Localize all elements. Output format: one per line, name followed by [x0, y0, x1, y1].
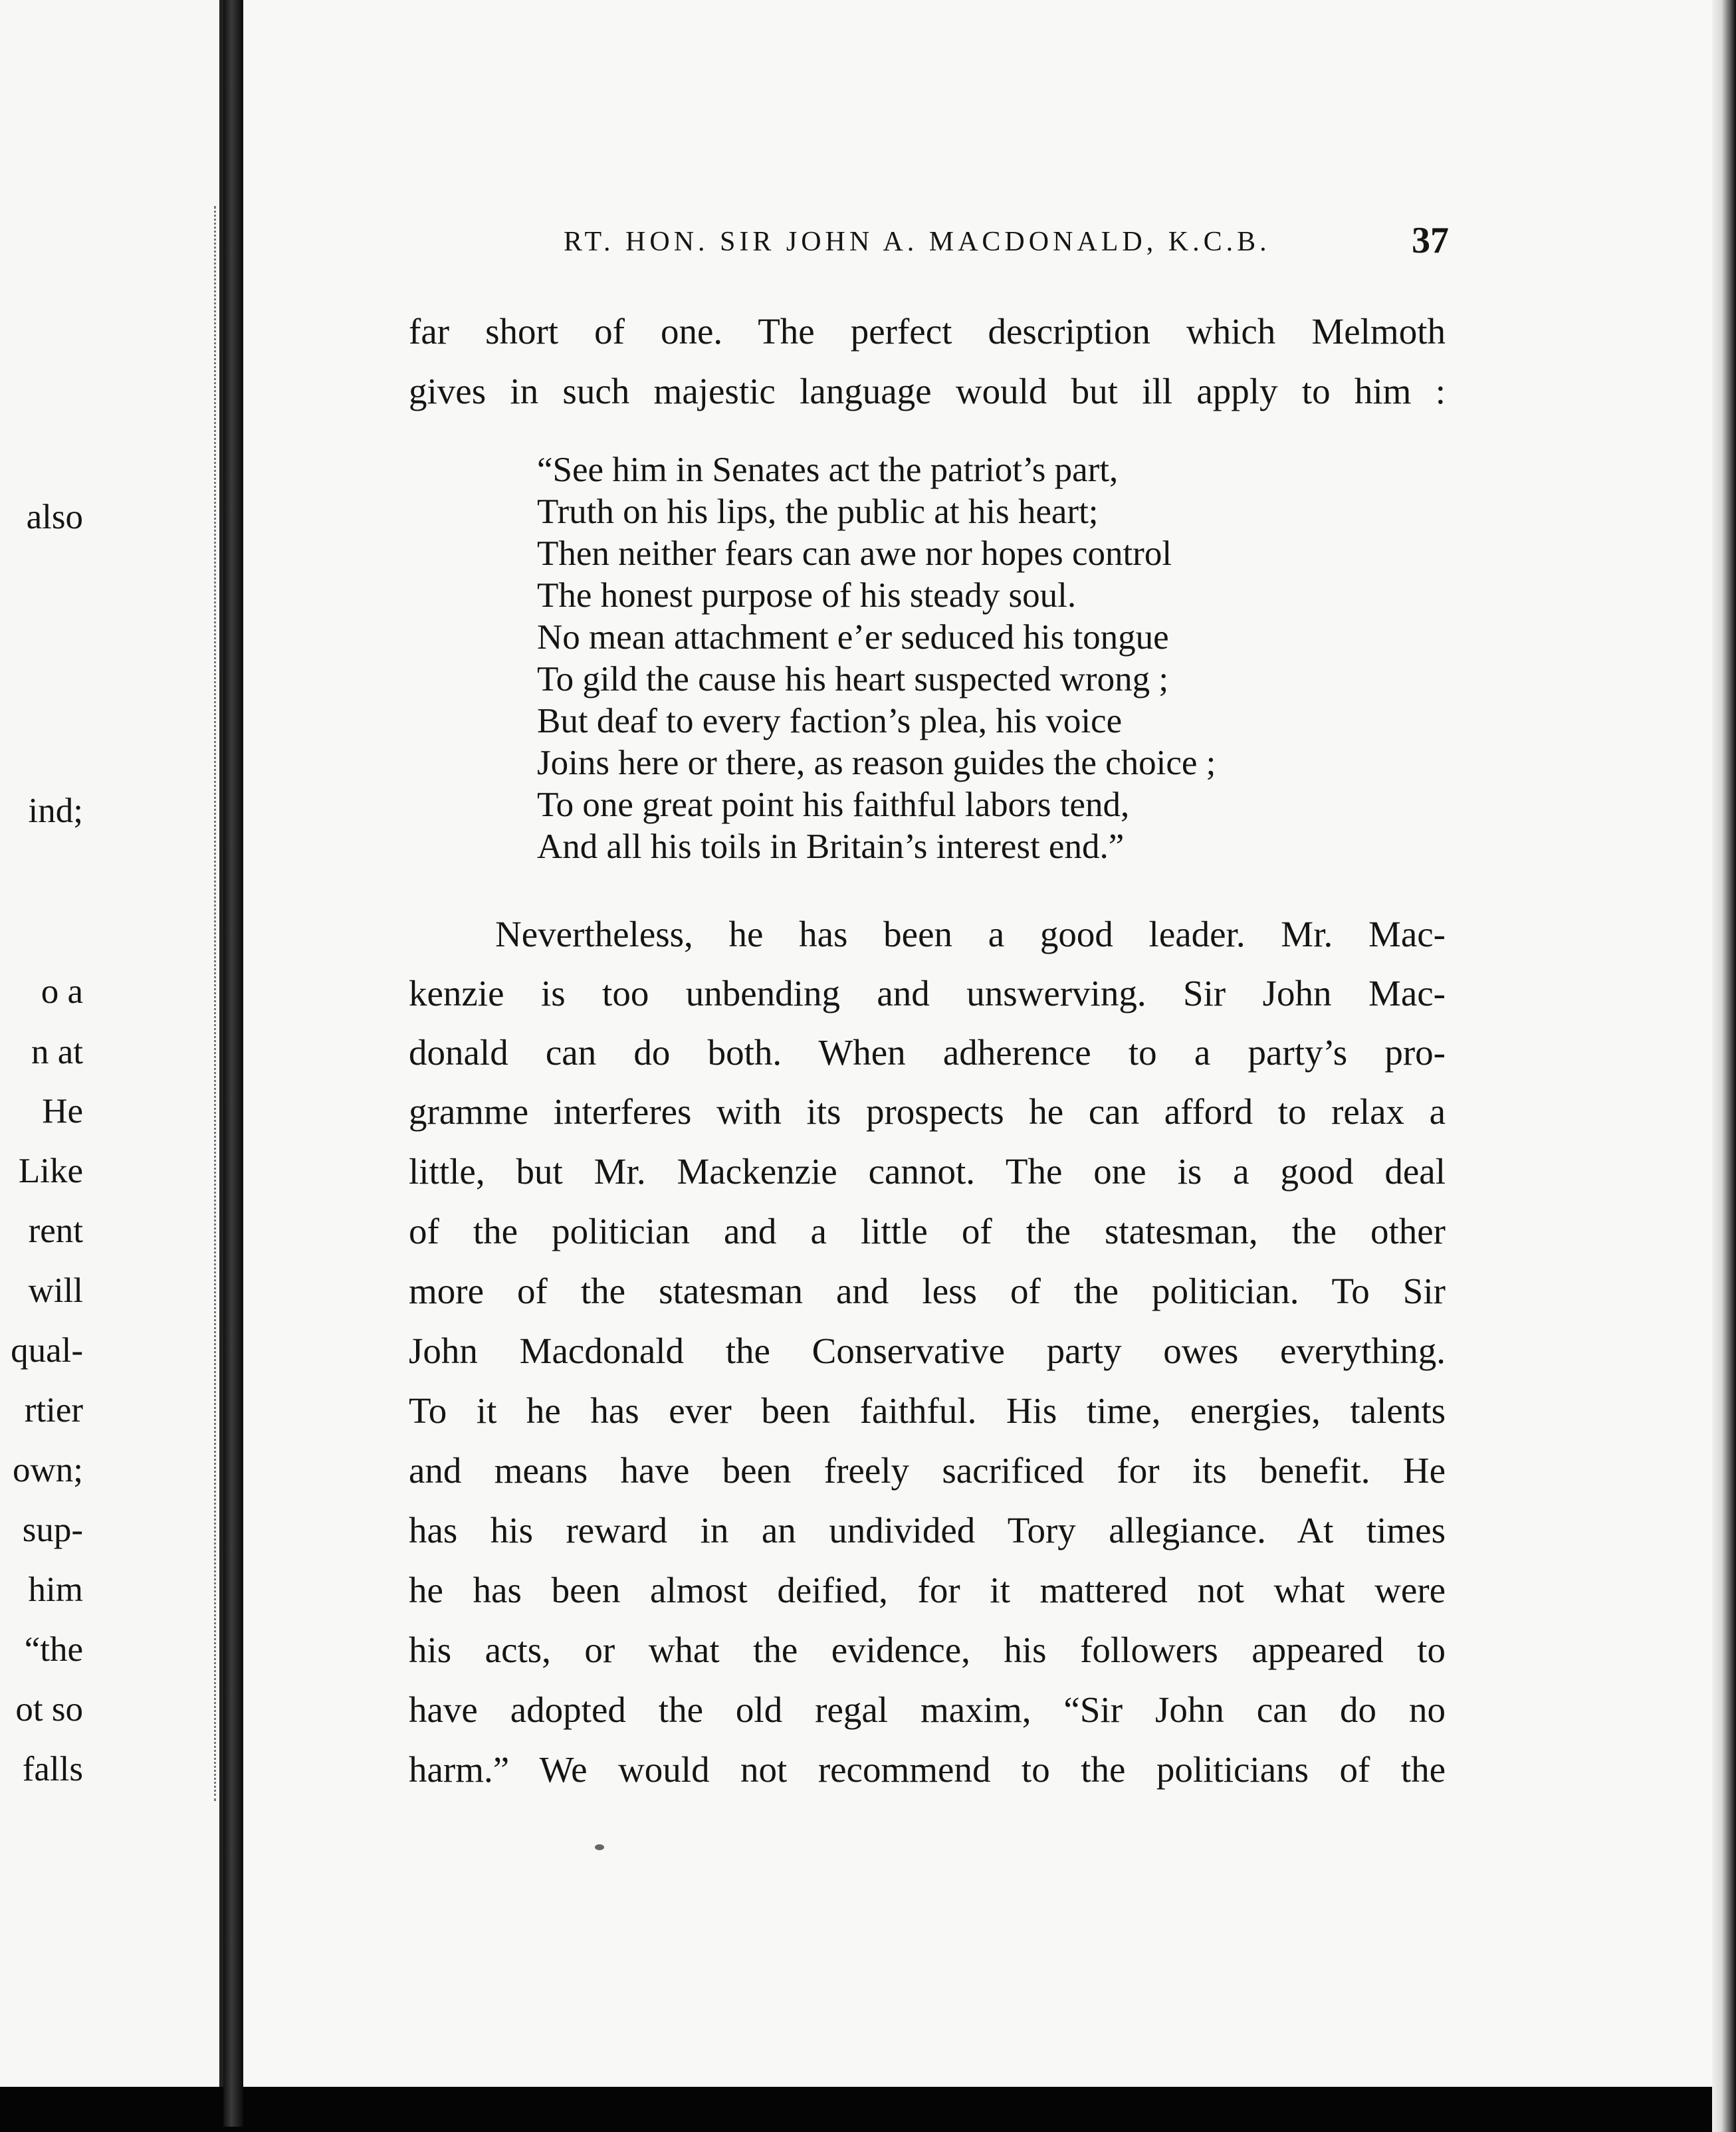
text-line: To it he has ever been faithful. His time, energies, talents	[409, 1390, 1446, 1431]
verse-line: “See him in Senates act the patriot’s part,	[537, 451, 1119, 489]
verse-line: To one great point his faithful labors tend,	[537, 786, 1130, 824]
left-fragment: falls	[22, 1750, 83, 1788]
text-line: and means have been freely sacrificed for its benefit. He	[409, 1450, 1446, 1491]
text-line: have adopted the old regal maxim, “Sir John can do no	[409, 1689, 1446, 1730]
verse-line: The honest purpose of his steady soul.	[537, 576, 1077, 615]
previous-page	[0, 0, 223, 2087]
text-line: gives in such majestic language would but ill apply to him :	[409, 371, 1446, 411]
text-line: Nevertheless, he has been a good leader. Mr. Mac-	[495, 914, 1446, 954]
text-line: donald can do both. When adherence to a party’s pro-	[409, 1032, 1446, 1073]
left-fragment: ot so	[15, 1690, 83, 1729]
text-line: he has been almost deified, for it mattered not what were	[409, 1570, 1446, 1610]
text-line: has his reward in an undivided Tory allegiance. At times	[409, 1510, 1446, 1550]
text-line: John Macdonald the Conservative party owes everything.	[409, 1331, 1446, 1371]
text-line: little, but Mr. Mackenzie cannot. The one is a good deal	[409, 1151, 1446, 1192]
verse-line: Truth on his lips, the public at his heart;	[537, 492, 1099, 531]
left-fragment: qual-	[11, 1331, 83, 1370]
ink-smudge	[595, 1844, 604, 1850]
text-line: more of the statesman and less of the politician. To Sir	[409, 1271, 1446, 1311]
page-edge	[1712, 0, 1736, 2132]
verse-line: And all his toils in Britain’s interest end.”	[537, 827, 1125, 866]
text-line: his acts, or what the evidence, his followers appeared to	[409, 1630, 1446, 1670]
running-head: RT. HON. SIR JOHN A. MACDONALD, K.C.B.	[564, 227, 1271, 257]
left-fragment: sup-	[22, 1511, 83, 1549]
verse-line: To gild the cause his heart suspected wrong ;	[537, 660, 1169, 698]
left-fragment: also	[26, 498, 83, 536]
text-line: kenzie is too unbending and unswerving. Sir John Mac-	[409, 973, 1446, 1013]
binding-stitch	[214, 206, 224, 1801]
left-fragment: “the	[24, 1630, 83, 1669]
left-fragment: Like	[18, 1152, 83, 1190]
text-line: harm.” We would not recommend to the politicians of the	[409, 1749, 1446, 1790]
text-line: gramme interferes with its prospects he can afford to relax a	[409, 1091, 1446, 1132]
left-fragment: rtier	[24, 1391, 83, 1430]
text-line: of the politician and a little of the statesman, the other	[409, 1211, 1446, 1251]
verse-line: No mean attachment e’er seduced his tongue	[537, 618, 1169, 657]
book-gutter	[223, 0, 243, 2127]
left-fragment: n at	[31, 1033, 83, 1071]
page-number: 37	[1412, 220, 1449, 261]
verse-line: Then neither fears can awe nor hopes control	[537, 534, 1172, 573]
left-fragment: o a	[41, 972, 83, 1011]
left-fragment: will	[28, 1271, 83, 1310]
left-fragment: ind;	[28, 792, 83, 830]
text-line: far short of one. The perfect description which Melmoth	[409, 311, 1446, 352]
left-fragment: rent	[28, 1212, 83, 1250]
verse-line: Joins here or there, as reason guides the choice ;	[537, 744, 1216, 782]
left-fragment: He	[42, 1092, 83, 1130]
left-fragment: own;	[13, 1451, 83, 1489]
verse-line: But deaf to every faction’s plea, his voice	[537, 702, 1123, 740]
left-fragment: him	[28, 1570, 83, 1609]
